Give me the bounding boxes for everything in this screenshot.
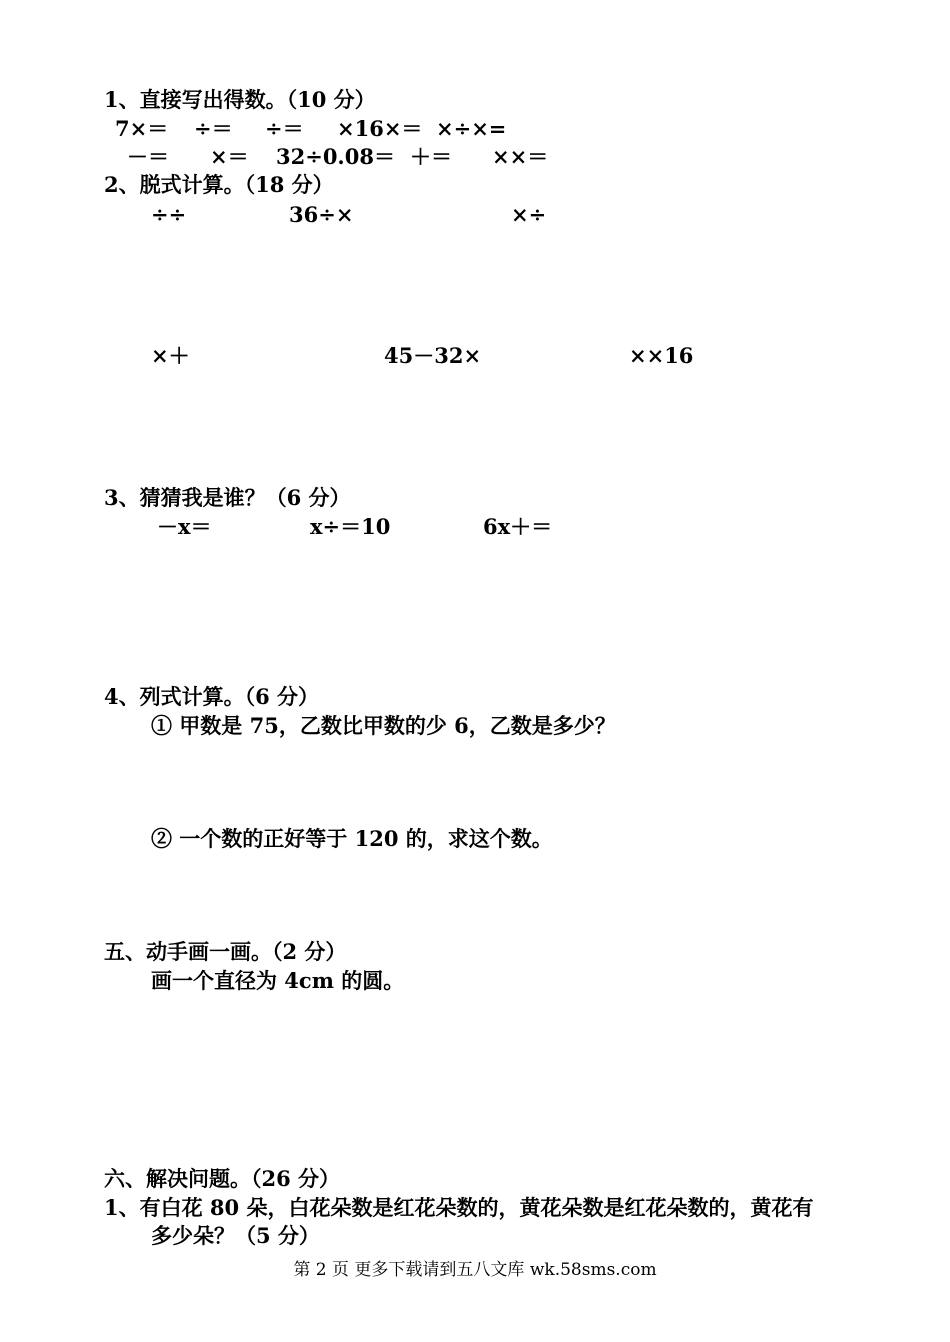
q1-r2-c3: 32÷0.08＝ — [276, 144, 395, 169]
q3-c2: x÷＝10 — [310, 514, 391, 539]
q2-r1-c1: ÷÷ — [151, 202, 187, 227]
page-footer: 第 2 页 更多下载请到五八文库 wk.58sms.com — [293, 1260, 657, 1280]
q6-problem-1-line-1: 1、有白花 80 朵，白花朵数是红花朵数的，黄花朵数是红花朵数的，黄花有 — [104, 1195, 814, 1220]
q1-r1-c1: 7×＝ — [115, 116, 169, 141]
q2-heading: 2、脱式计算。（18 分） — [104, 172, 334, 197]
q2-r2-c1: ×＋ — [151, 343, 190, 368]
q1-r1-c2: ÷＝ — [194, 116, 233, 141]
q1-r1-c3: ÷＝ — [265, 116, 304, 141]
q2-r1-c2: 36÷× — [289, 202, 354, 227]
q1-r2-c4: ＋＝ — [410, 144, 452, 169]
q6-problem-1-line-2: 多少朵？（5 分） — [151, 1223, 320, 1248]
q1-r2-c1: －＝ — [127, 144, 169, 169]
q1-r2-c5: ××＝ — [492, 144, 549, 169]
q3-heading: 3、猜猜我是谁？（6 分） — [104, 485, 351, 510]
q1-heading: 1、直接写出得数。（10 分） — [104, 87, 376, 112]
q3-c3: 6x＋＝ — [483, 514, 553, 539]
q5-heading: 五、动手画一画。（2 分） — [104, 939, 347, 964]
q3-c1: －x＝ — [157, 514, 212, 539]
q4-item-2: ② 一个数的正好等于 120 的，求这个数。 — [151, 826, 553, 851]
q2-r2-c2: 45－32× — [384, 343, 482, 368]
q4-heading: 4、列式计算。（6 分） — [104, 684, 320, 709]
q1-r1-c5: ×÷×= — [436, 116, 507, 141]
q2-r1-c3: ×÷ — [511, 202, 547, 227]
q2-r2-c3: ××16 — [629, 343, 694, 368]
q5-text: 画一个直径为 4cm 的圆。 — [151, 968, 405, 993]
q1-r2-c2: ×＝ — [210, 144, 249, 169]
q4-item-1: ① 甲数是 75，乙数比甲数的少 6，乙数是多少？ — [151, 713, 616, 738]
q1-r1-c4: ×16×＝ — [337, 116, 423, 141]
q6-heading: 六、解决问题。（26 分） — [104, 1166, 341, 1191]
